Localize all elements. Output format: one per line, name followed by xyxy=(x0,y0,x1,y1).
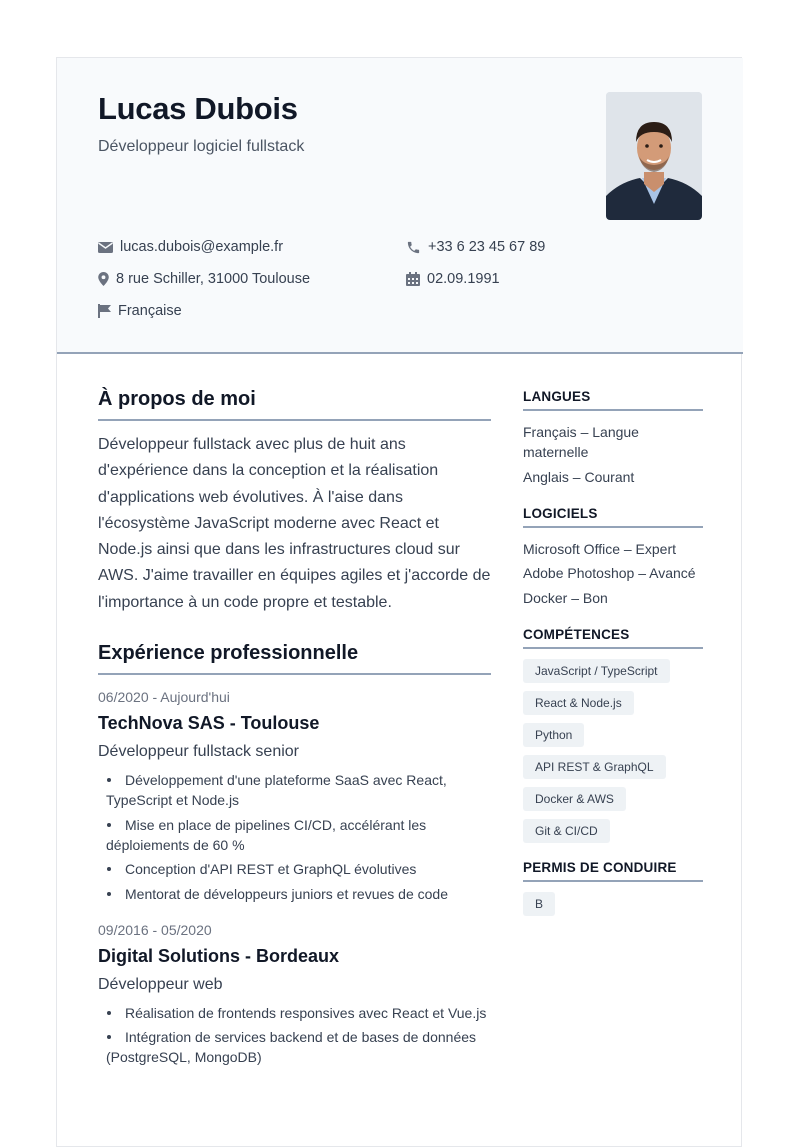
map-pin-icon xyxy=(98,272,109,286)
flag-icon xyxy=(98,304,111,318)
main-column xyxy=(98,388,491,1072)
skills-heading: COMPÉTENCES xyxy=(523,627,703,649)
experience-heading: Expérience professionnelle xyxy=(98,642,491,675)
calendar-icon xyxy=(406,272,420,286)
resume-header xyxy=(57,58,743,354)
skill-tag: Git & CI/CD xyxy=(523,819,610,843)
job-company: Digital Solutions - Bordeaux xyxy=(98,945,340,966)
skill-tag: React & Node.js xyxy=(523,691,634,715)
email-text: lucas.dubois@example.fr xyxy=(120,239,284,255)
profile-photo xyxy=(606,92,702,220)
language-item: Français – Langue maternelle xyxy=(523,424,639,460)
software-section xyxy=(523,506,703,608)
contact-birthdate xyxy=(406,271,500,287)
phone-icon xyxy=(406,240,421,255)
about-heading: À propos de moi xyxy=(98,388,491,421)
skill-tag: Python xyxy=(523,723,584,747)
about-section xyxy=(98,388,491,616)
languages-section xyxy=(523,389,703,487)
job-entry xyxy=(98,689,491,904)
job-bullet: Intégration de services backend et de bases de données (PostgreSQL, MongoDB) xyxy=(106,1027,491,1067)
candidate-title: Développeur logiciel fullstack xyxy=(98,138,305,155)
job-bullet: Mise en place de pipelines CI/CD, accélérant les déploiements de 60 % xyxy=(106,815,491,855)
candidate-name: Lucas Dubois xyxy=(98,91,298,126)
job-bullet: Conception d'API REST et GraphQL évolutives xyxy=(106,859,491,879)
software-item: Adobe Photoshop – Avancé xyxy=(523,565,696,581)
license-tag: B xyxy=(523,892,555,916)
job-role: Développeur fullstack senior xyxy=(98,743,299,761)
software-item: Docker – Bon xyxy=(523,589,608,606)
skill-tag: JavaScript / TypeScript xyxy=(523,659,670,683)
contact-address xyxy=(98,271,310,287)
job-bullet: Développement d'une plateforme SaaS avec React, TypeScript et Node.js xyxy=(106,770,491,810)
license-section xyxy=(523,860,703,924)
job-company: TechNova SAS - Toulouse xyxy=(98,713,320,734)
job-bullets xyxy=(98,1003,491,1068)
skills-section xyxy=(523,627,703,851)
job-dates: 09/2016 - 05/2020 xyxy=(98,921,212,938)
envelope-icon xyxy=(98,242,113,253)
software-item: Microsoft Office – Expert xyxy=(523,540,677,557)
job-bullet: Réalisation de frontends responsives avec React et Vue.js xyxy=(106,1003,491,1023)
contact-nationality xyxy=(98,303,182,319)
language-item: Anglais – Courant xyxy=(523,468,635,485)
experience-section xyxy=(98,642,491,1067)
about-text: Développeur fullstack avec plus de huit ans d'expérience dans la conception et la réalisation d'applications web évolutives. À l'aise dans l'écosystème JavaScript moderne avec React et Node.js ainsi que dans les infrastructures cloud sur AWS. J'aime travailler en équipes agiles et j'accorde de l'importance à un code propre et testable. xyxy=(98,436,491,611)
job-dates: 06/2020 - Aujourd'hui xyxy=(98,689,230,706)
job-bullet: Mentorat de développeurs juniors et revues de code xyxy=(106,884,491,904)
sidebar xyxy=(523,389,703,924)
license-heading: PERMIS DE CONDUIRE xyxy=(523,860,703,882)
skill-tag: Docker & AWS xyxy=(523,787,626,811)
job-role: Développeur web xyxy=(98,975,223,993)
contact-email[interactable] xyxy=(98,239,283,255)
contact-phone[interactable] xyxy=(406,239,545,255)
nationality-text: Française xyxy=(118,303,182,319)
software-heading: LOGICIELS xyxy=(523,506,703,528)
languages-heading: LANGUES xyxy=(523,389,703,411)
skill-tag: API REST & GraphQL xyxy=(523,755,666,779)
birthdate-text: 02.09.1991 xyxy=(427,271,500,287)
resume-page xyxy=(56,57,742,1147)
address-text: 8 rue Schiller, 31000 Toulouse xyxy=(116,271,311,287)
phone-text: +33 6 23 45 67 89 xyxy=(428,239,546,255)
job-entry xyxy=(98,922,491,1068)
job-bullets xyxy=(98,770,491,904)
